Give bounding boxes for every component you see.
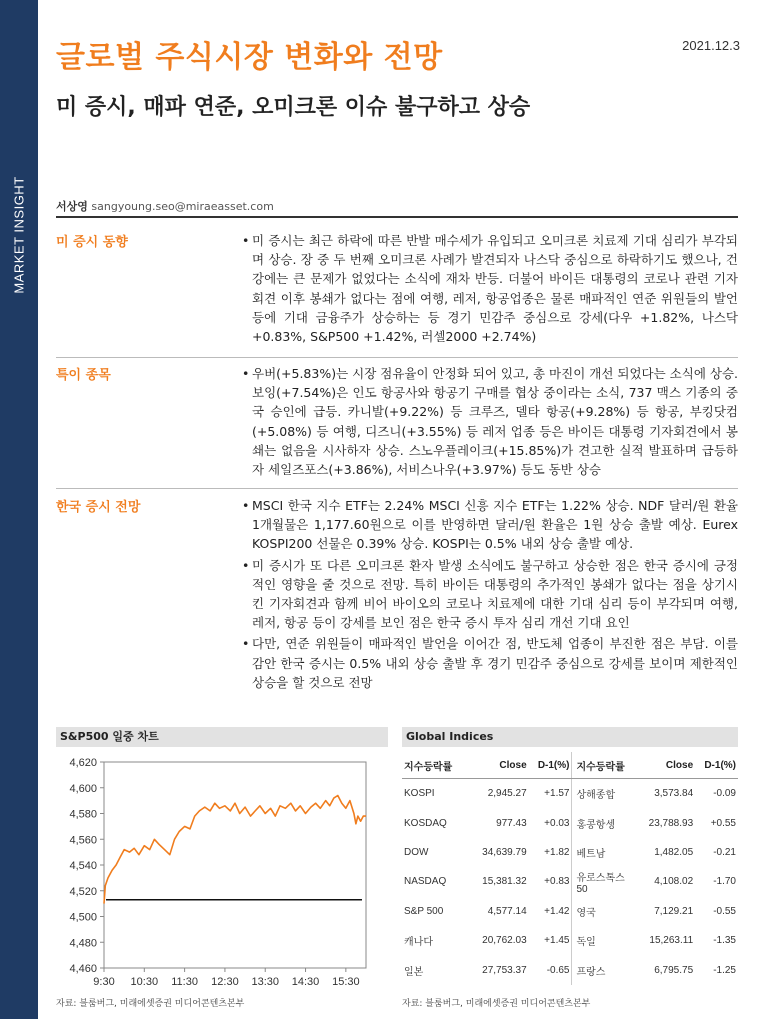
x-tick-label: 14:30 — [291, 976, 320, 988]
author-email: sangyoung.seo@miraeasset.com — [91, 200, 274, 213]
x-tick-label: 11:30 — [171, 976, 198, 988]
global-indices-table — [402, 752, 738, 985]
table-row — [402, 897, 738, 926]
index-close: 2,945.27 — [487, 788, 527, 800]
table-row — [402, 779, 738, 809]
index-name: 영국 — [572, 897, 641, 926]
index-name: 베트남 — [572, 838, 641, 867]
top-divider — [56, 216, 738, 218]
index-close: 977.43 — [496, 817, 527, 829]
table-body — [402, 779, 738, 985]
index-close: 1,482.05 — [654, 846, 694, 858]
index-change: -1.70 — [713, 876, 736, 888]
header-change: D-1(%) — [529, 752, 572, 779]
chart-panel-title: S&P500 일중 차트 — [56, 727, 388, 747]
index-close: 34,639.79 — [482, 846, 527, 858]
y-tick-label: 4,480 — [69, 937, 97, 950]
plot-frame — [104, 762, 366, 968]
table-row — [402, 867, 738, 896]
table-row — [402, 926, 738, 955]
index-name: 상해종합 — [572, 779, 641, 809]
indices-source: 자료: 블룸버그, 미래에셋증권 미디어콘텐츠본부 — [402, 999, 591, 1009]
section-label: 한국 증시 전망 — [56, 500, 141, 515]
bullet-text: • 미 증시는 최근 하락에 따른 반발 매수세가 유입되고 오미크론 치료제 기대 심리가 부각되며 상승. 장 중 두 번째 오미크론 사례가 발견되자 나스닥 중심으로 하락하기도 했으나, 건강에는 큰 문제가 없었다는 소식에 재차 반등. 더불어 바이든 대통령의 코로나 관련 기자 회견 이후 봉쇄가 없다는 점에 여행, 레저, 항공업종은 물론 매파적인 연준 위원들의 발언 등에 기대 금융주가 상승하는 등 경기 민감주 중심으로 강세(다우 +1.82%, 나스닥 +0.83%, S&P500 +1.42%, 러셀2000 +2.74%) — [242, 231, 738, 346]
header-close: Close — [474, 752, 529, 779]
section-notable-stocks — [56, 364, 738, 484]
x-tick-label: 9:30 — [93, 976, 115, 988]
x-tick-label: 10:30 — [130, 976, 159, 988]
index-name: 프랑스 — [572, 955, 641, 984]
y-tick-label: 4,560 — [69, 834, 97, 847]
report-date: 2021.12.3 — [682, 38, 740, 53]
index-close: 3,573.84 — [654, 788, 694, 800]
section-label: 특이 종목 — [56, 368, 111, 383]
index-change: +1.57 — [544, 788, 570, 800]
index-change: -1.25 — [713, 964, 736, 976]
y-tick-label: 4,580 — [69, 808, 97, 821]
x-tick-label: 15:30 — [332, 976, 360, 988]
section-korea-outlook — [56, 496, 738, 711]
index-change: +0.83 — [544, 876, 570, 888]
index-change: +1.45 — [544, 935, 570, 947]
page-subtitle: 미 증시, 매파 연준, 오미크론 이슈 불구하고 상승 — [56, 95, 531, 120]
x-tick-label: 13:30 — [251, 976, 279, 988]
index-close: 7,129.21 — [654, 905, 694, 917]
y-tick-label: 4,540 — [69, 860, 97, 872]
section-body — [242, 496, 738, 694]
y-tick-label: 4,500 — [69, 911, 97, 924]
sidebar-label-box — [7, 170, 31, 300]
y-tick-label: 4,620 — [69, 757, 97, 769]
index-change: +0.55 — [710, 817, 736, 829]
header-close: Close — [641, 752, 696, 779]
bullet-text: • 우버(+5.83%)는 시장 점유율이 안정화 되어 있고, 총 마진이 개선 되었다는 소식에 상승. 보잉(+7.54%)은 인도 항공사와 항공기 구매를 협상 중이라는 소식, 737 맥스 기종의 중국 승인에 급등. 카니발(+9.22%) 등 크루즈, 델타 항공(+9.28%) 등 항공, 부킹닷컴(+5.08%) 등 여행, 디즈니(+3.55%) 등 레저 업종 등은 바이든 대통령 기자회견에서 봉쇄는 없음을 시사하자 상승. 스노우플레이크(+15.85%)가 견고한 실적 발표하며 급등하자 세일즈포스(+3.86%), 서비스나우(+3.97%) 등도 동반 상승 — [242, 364, 738, 479]
index-name: 유로스톡스 50 — [572, 867, 641, 896]
section-label: 미 증시 동향 — [56, 235, 128, 250]
indices-panel-title: Global Indices — [402, 727, 738, 747]
header-name: 지수등락률 — [402, 752, 474, 779]
header-change: D-1(%) — [695, 752, 738, 779]
index-name: 홍콩항셍 — [572, 808, 641, 837]
table-row — [402, 808, 738, 837]
index-name: KOSPI — [404, 788, 435, 800]
index-change: -0.55 — [713, 905, 736, 917]
index-close: 15,381.32 — [482, 876, 527, 888]
index-name: 캐나다 — [404, 937, 433, 949]
x-tick-label: 12:30 — [211, 976, 239, 988]
y-tick-label: 4,460 — [69, 963, 97, 975]
section-body — [242, 231, 738, 348]
index-name: 독일 — [572, 926, 641, 955]
author-name: 서상영 — [56, 200, 88, 213]
y-tick-label: 4,600 — [69, 782, 97, 795]
section-divider — [56, 357, 738, 358]
index-change: +1.42 — [544, 905, 570, 917]
table-row — [402, 838, 738, 867]
index-close: 6,795.75 — [654, 964, 694, 976]
author-line — [56, 198, 274, 214]
bullet-text: • MSCI 한국 지수 ETF는 2.24% MSCI 신흥 지수 ETF는 1.22% 상승. NDF 달러/원 환율 1개월물은 1,177.60원으로 이를 반영하면 달러/원 환율은 1원 상승 출발 예상. Eurex KOSPI200 선물은 0.39% 상승. KOSPI는 0.5% 내외 상승 출발 예상. — [242, 496, 738, 554]
y-tick-label: 4,520 — [69, 885, 97, 898]
index-close: 27,753.37 — [482, 964, 527, 976]
sidebar — [0, 0, 38, 1019]
section-divider — [56, 488, 738, 489]
index-name: S&P 500 — [404, 905, 444, 917]
index-change: -1.35 — [713, 935, 736, 947]
index-change: -0.65 — [546, 964, 570, 976]
chart-svg — [56, 752, 388, 990]
page-title: 글로벌 주식시장 변화와 전망 — [56, 40, 443, 75]
index-name: KOSDAQ — [404, 817, 447, 829]
bullet-text: • 다만, 연준 위원들이 매파적인 발언을 이어간 점, 반도체 업종이 부진한 점은 부담. 이를 감안 한국 증시는 0.5% 내외 상승 출발 후 경기 민감주 중심으로 강세를 보이며 제한적인 상승을 할 것으로 전망 — [242, 634, 738, 692]
index-change: -0.09 — [713, 788, 736, 800]
index-name: DOW — [404, 846, 429, 858]
index-close: 23,788.93 — [648, 817, 694, 829]
section-us-market — [56, 231, 738, 351]
bullet-text: • 미 증시가 또 다른 오미크론 환자 발생 소식에도 불구하고 상승한 점은 한국 증시에 긍정적인 영향을 줄 것으로 전망. 특히 바이든 대통령의 추가적인 봉쇄가 없다는 점을 상기시킨 기자회견과 함께 비어 바이오의 코로나 치료제에 대한 기대 심리 등이 부각되며 여행, 레저, 항공 등이 강세를 보인 점은 한국 증시 투자 심리 개선 기대 요인 — [242, 556, 738, 633]
table-row — [402, 955, 738, 984]
index-name: NASDAQ — [404, 876, 447, 888]
sp500-line — [104, 796, 366, 904]
index-change: +1.82 — [544, 846, 570, 858]
sp500-intraday-chart — [56, 752, 388, 990]
index-close: 15,263.11 — [649, 935, 694, 947]
index-change: +0.03 — [544, 817, 570, 829]
sidebar-label: MARKET INSIGHT — [11, 176, 27, 294]
index-close: 4,108.02 — [654, 876, 694, 888]
index-close: 4,577.14 — [487, 905, 527, 917]
index-change: -0.21 — [713, 846, 736, 858]
index-close: 20,762.03 — [482, 935, 527, 947]
index-name: 일본 — [404, 966, 424, 978]
chart-source: 자료: 블룸버그, 미래에셋증권 미디어콘텐츠본부 — [56, 999, 245, 1009]
header-name: 지수등락률 — [572, 752, 641, 779]
section-body — [242, 364, 738, 481]
table-header-row — [402, 752, 738, 779]
